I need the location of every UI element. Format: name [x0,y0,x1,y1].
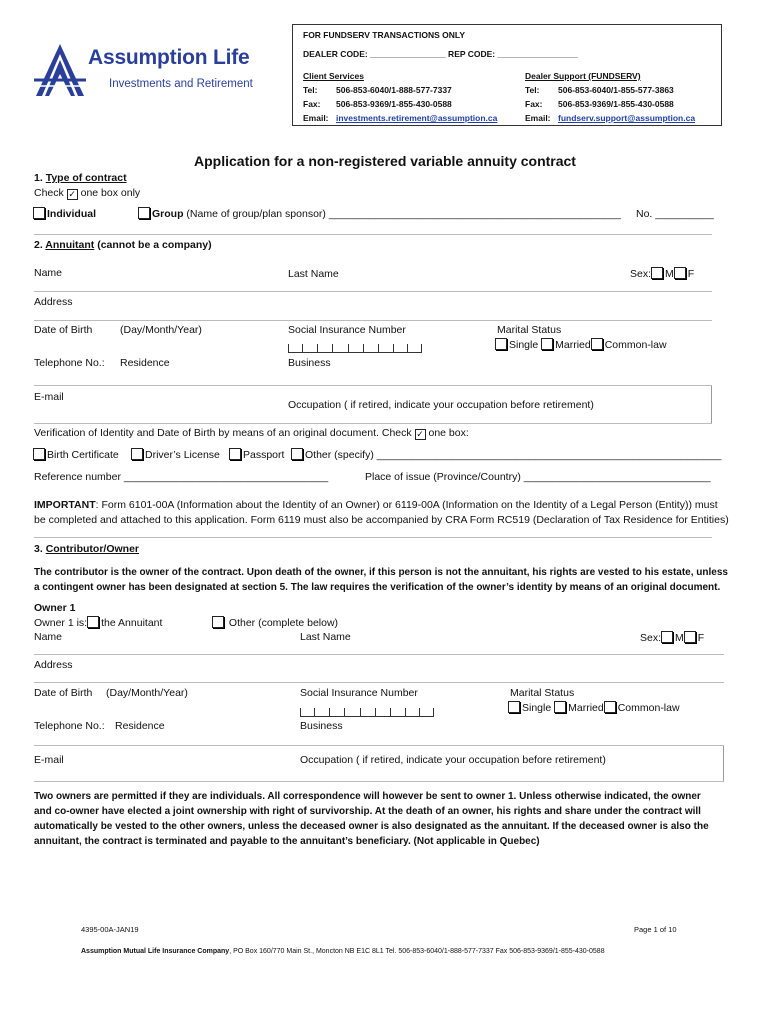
group-option[interactable] [138,207,621,220]
divider [34,781,724,782]
checkmark-icon: ✓ [68,189,76,199]
owner-annuitant-label: the Annuitant [101,617,163,629]
single-checkbox[interactable] [495,338,507,350]
owner-sex [640,631,704,644]
annuitant-last-name-field[interactable]: Last Name [288,268,339,280]
owner-1-is [34,616,162,629]
section-1-heading [34,172,127,184]
intro-line-1: The contributor is the owner of the contract. Upon death of the owner, if this person is not the annuitant, his rights are vested to his estate, unless [34,567,728,578]
tel-label: Tel: [303,85,318,95]
email-label: Email: [303,113,329,123]
owner-last-name-field[interactable]: Last Name [300,631,351,643]
dob-field[interactable]: Date of Birth [34,324,93,336]
sex-label: Sex: [640,632,662,644]
logo-mark-icon [34,42,86,98]
joint-line-2: and co-owner have elected a joint ownership with right of survivorship. At the death of an owner, his rights and share under the contract will [34,806,701,817]
other-id-option [291,448,721,461]
owner-email-field[interactable]: E-mail [34,754,64,766]
annuitant-name-field[interactable]: Name [34,267,63,279]
client-services [303,69,497,125]
divider [34,385,712,386]
passport-option [229,448,284,461]
check-instruction [34,187,140,200]
tel-label: Tel: [525,85,540,95]
marital-options [495,338,667,351]
important-label: IMPORTANT [34,499,96,511]
individual-label: Individual [47,208,97,220]
important-text-1: : Form 6101-00A (Information about the Identity of an Owner) or 6119-00A (Information on the Identity of a Legal Person (Entity)) must [95,499,718,511]
group-label: Group [152,208,184,220]
owner-other-checkbox[interactable] [212,616,224,628]
fax-label: Fax: [525,99,543,109]
m-label: M [665,268,674,280]
logo-name: Assumption Life [88,46,250,69]
support-fax: 506-853-9369/1-855-430-0588 [558,99,674,109]
client-services-title: Client Services [303,71,364,81]
divider [34,291,712,292]
owner-1-is-label: Owner 1 is: [34,617,88,629]
company-name: Assumption Mutual Life Insurance Company [81,948,230,955]
phone-label: Telephone No.: [34,357,105,369]
birth-certificate-checkbox[interactable] [33,448,45,460]
fax-label: Fax: [303,99,321,109]
divider [34,745,724,746]
email-label: Email: [525,113,551,123]
page-title: Application for a non-registered variable annuity contract [194,153,576,169]
company-address: , PO Box 160/770 Main St., Moncton NB E1C 8L1 Tel. 506-853-6040/1-888-577-7337 Fax 506-853-9369/1-855-430-0588 [229,948,605,955]
owner-marital-label: Marital Status [510,687,575,699]
common-law-label: Common-law [604,339,667,351]
important-notice [34,498,729,528]
single-label: Single [522,702,552,714]
contributor-intro [34,565,734,595]
birth-certificate-label: Birth Certificate [47,449,119,461]
joint-line-3: automatically be vested to the other owners, unless the deceased owner is also designated as the annuitant. If the deceased owner is also the [34,821,709,832]
owner-phone-label: Telephone No.: [34,720,105,732]
drivers-license-checkbox[interactable] [131,448,143,460]
married-checkbox[interactable] [554,701,566,713]
owner-1-heading: Owner 1 [34,602,76,614]
sex-label: Sex: [630,268,652,280]
id-document-options [33,448,119,461]
owner-sin-field[interactable] [300,708,434,717]
divider [34,537,712,538]
married-label: Married [555,339,591,351]
group-sponsor-field[interactable]: (Name of group/plan sponsor) __________________________________________________ [186,208,621,220]
page-number: Page 1 of 10 [634,925,677,934]
married-checkbox[interactable] [541,338,553,350]
married-label: Married [568,702,604,714]
check-suffix: one box only [80,187,141,199]
passport-label: Passport [243,449,285,461]
owner-business-phone-field[interactable]: Business [300,720,343,732]
joint-ownership-notice [34,789,734,849]
section-3-heading [34,543,139,555]
company-logo [34,42,274,98]
checkmark-icon: ✓ [416,429,424,439]
owner-sin-label: Social Insurance Number [300,687,418,699]
field-border [723,746,724,782]
single-checkbox[interactable] [508,701,520,713]
owner-other-option [212,616,338,629]
annuitant-sex [630,267,694,280]
verification-text: Verification of Identity and Date of Birth by means of an original document. Check [34,427,412,439]
section-number: 2. [34,239,43,251]
section-title: Type of contract [45,172,127,184]
sin-field[interactable] [288,344,422,353]
section-2-heading [34,239,212,251]
common-law-label: Common-law [617,702,680,714]
owner-name-field[interactable]: Name [34,631,63,643]
individual-option[interactable] [33,207,96,220]
other-id-field[interactable]: Other (specify) ___________________________________________________________ [305,449,722,461]
section-number: 1. [34,172,43,184]
email-field[interactable]: E-mail [34,391,64,403]
drivers-license-label: Driver’s License [145,449,220,461]
group-number-field[interactable]: No. __________ [636,208,714,220]
joint-line-4: annuitant, the contract is terminated and payable to the annuitant’s beneficiary. (Not applicable in Quebec) [34,836,540,847]
section-number: 3. [34,543,43,555]
owner-other-label: Other (complete below) [228,617,339,629]
check-label: Check [34,187,64,199]
owner-dob-field[interactable]: Date of Birth [34,687,93,699]
f-label: F [697,632,705,644]
reference-number-field[interactable]: Reference number ___________________________________ [34,471,329,483]
fundserv-header: FOR FUNDSERV TRANSACTIONS ONLY [303,30,465,40]
dealer-rep-code: DEALER CODE: ________________ REP CODE: _________________ [303,49,578,59]
divider [34,320,712,321]
client-fax: 506-853-9369/1-855-430-0588 [336,99,452,109]
owner-marital-options [508,701,680,714]
group-checkbox[interactable] [138,207,150,219]
sex-f-checkbox[interactable] [674,267,686,279]
other-id-checkbox[interactable] [291,448,303,460]
occupation-field[interactable]: Occupation ( if retired, indicate your occupation before retirement) [288,399,594,411]
annuitant-address-field[interactable]: Address [34,296,73,308]
fundserv-box [292,24,722,126]
divider [34,234,712,235]
section-qualifier: (cannot be a company) [97,239,212,251]
sex-f-checkbox[interactable] [684,631,696,643]
single-label: Single [509,339,539,351]
client-tel: 506-853-6040/1-888-577-7337 [336,85,452,95]
divider [34,682,724,683]
verification-suffix: one box: [428,427,469,439]
logo-tagline: Investments and Retirement [109,78,253,90]
form-code: 4395-00A-JAN19 [81,925,139,934]
f-label: F [687,268,695,280]
important-text-2: be completed and attached to this application. Form 6119 must also be accompanied by CRA Form RC519 (Declaration of Tax Residence for Entities) [34,514,729,526]
owner-occupation-field[interactable]: Occupation ( if retired, indicate your occupation before retirement) [300,754,606,766]
divider [34,423,712,424]
individual-checkbox[interactable] [33,207,45,219]
owner-annuitant-checkbox[interactable] [87,616,99,628]
dob-format: (Day/Month/Year) [120,324,202,336]
intro-line-2: a contingent owner has been designated at section 5. The law requires the verification of the owner’s identity by means of an original document. [34,582,721,593]
business-phone-field[interactable]: Business [288,357,331,369]
verification-instruction [34,427,469,440]
sex-m-checkbox[interactable] [661,631,673,643]
marital-label: Marital Status [497,324,562,336]
dealer-support [525,69,695,125]
support-tel: 506-853-6040/1-855-577-3863 [558,85,674,95]
common-law-checkbox[interactable] [604,701,616,713]
divider [34,654,724,655]
client-email-link[interactable]: investments.retirement@assumption.ca [336,113,498,123]
residence-phone-field[interactable]: Residence [120,357,170,369]
support-email-link[interactable]: fundserv.support@assumption.ca [558,113,696,123]
footer-company [81,948,605,955]
owner-residence-phone-field[interactable]: Residence [115,720,165,732]
field-border [711,386,712,424]
license-option [131,448,220,461]
owner-address-field[interactable]: Address [34,659,73,671]
dealer-support-title: Dealer Support (FUNDSERV) [525,71,641,81]
sex-m-checkbox[interactable] [651,267,663,279]
joint-line-1: Two owners are permitted if they are individuals. All correspondence will however be sent to owner 1. Unless otherwise indicated, the owner [34,791,701,802]
m-label: M [675,632,684,644]
common-law-checkbox[interactable] [591,338,603,350]
place-of-issue-field[interactable]: Place of issue (Province/Country) ________________________________ [365,471,711,483]
section-title: Contributor/Owner [45,543,140,555]
owner-dob-format: (Day/Month/Year) [106,687,188,699]
passport-checkbox[interactable] [229,448,241,460]
sin-label: Social Insurance Number [288,324,406,336]
section-title: Annuitant [45,239,95,251]
